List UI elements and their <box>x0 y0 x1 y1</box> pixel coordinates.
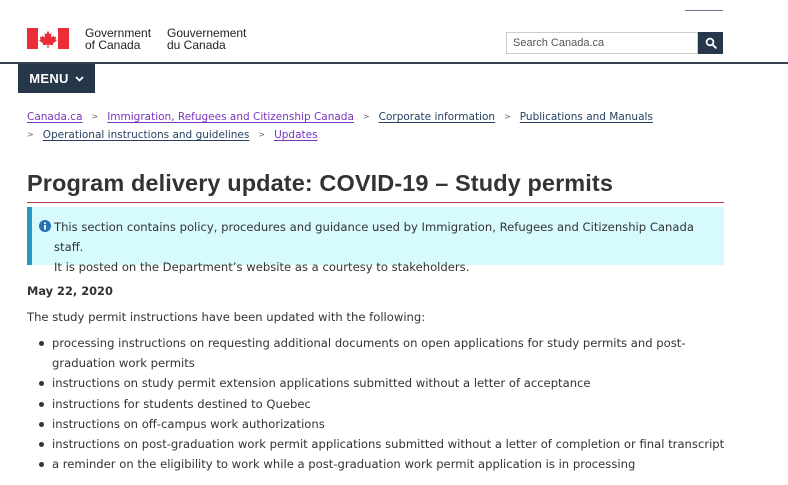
search-input[interactable] <box>506 32 698 54</box>
header-divider <box>0 62 788 64</box>
list-item-line1: processing instructions on requesting additional documents on open applications for study permits and post- <box>52 336 686 350</box>
bullet-icon <box>39 462 44 467</box>
breadcrumb-row-2 <box>27 126 727 144</box>
chevron-down-icon <box>75 76 84 82</box>
info-text-line2: It is posted on the Department’s website as a courtesy to stakeholders. <box>54 260 470 274</box>
breadcrumb-separator-icon: > <box>91 112 99 121</box>
bullet-icon <box>39 442 44 447</box>
gouvernement-du-canada-wordmark[interactable] <box>167 27 246 51</box>
gov-fr-line1: Gouvernement <box>167 26 247 40</box>
list-item <box>27 414 737 434</box>
breadcrumb-separator-icon: > <box>258 130 266 139</box>
list-item <box>27 434 737 454</box>
search-button[interactable] <box>698 32 723 54</box>
menu-button[interactable] <box>18 64 95 93</box>
search-icon <box>705 37 717 49</box>
breadcrumb-updates[interactable]: Updates <box>274 129 318 141</box>
updates-list <box>27 333 737 474</box>
language-toggle-link[interactable] <box>685 10 723 21</box>
breadcrumb-separator-icon: > <box>504 112 511 121</box>
breadcrumb-row-1 <box>27 108 727 126</box>
gov-fr-line2: du Canada <box>167 38 226 52</box>
breadcrumb-publications-manuals[interactable]: Publications and Manuals <box>519 111 653 123</box>
gov-en-line1: Government <box>85 26 152 40</box>
bullet-icon <box>39 422 44 427</box>
intro-text: The study permit instructions have been updated with the following: <box>27 310 426 324</box>
title-underline <box>27 202 724 203</box>
update-date: May 22, 2020 <box>27 284 113 298</box>
list-item <box>27 454 737 474</box>
list-item-line1: instructions on study permit extension applications submitted without a letter of acceptance <box>52 376 591 391</box>
breadcrumb <box>27 108 727 144</box>
government-of-canada-wordmark[interactable] <box>85 27 151 51</box>
bullet-icon <box>39 381 44 386</box>
list-item-line1: a reminder on the eligibility to work while a post-graduation work permit application is in processing <box>52 457 636 472</box>
page-title: Program delivery update: COVID-19 – Study permits <box>27 170 614 196</box>
info-alert <box>27 207 724 274</box>
search-form <box>506 32 723 54</box>
breadcrumb-corporate-information[interactable]: Corporate information <box>378 111 496 123</box>
breadcrumb-separator-icon: > <box>27 130 34 139</box>
list-item-line1: instructions on off-campus work authorizations <box>52 416 325 431</box>
list-item <box>27 394 737 414</box>
list-item-line2: graduation work permits <box>52 356 195 371</box>
list-item <box>27 333 737 373</box>
breadcrumb-ircc[interactable]: Immigration, Refugees and Citizenship Canada <box>107 111 354 123</box>
breadcrumb-separator-icon: > <box>362 112 370 121</box>
menu-label: MENU <box>29 71 69 86</box>
canada-flag-icon <box>27 28 69 49</box>
list-item-line1: instructions for students destined to Quebec <box>52 396 311 411</box>
bullet-icon <box>39 402 44 407</box>
breadcrumb-operational-instructions[interactable]: Operational instructions and guidelines <box>42 129 250 141</box>
gov-en-line2: of Canada <box>85 38 141 52</box>
list-item <box>27 373 737 393</box>
info-text-line1: This section contains policy, procedures and guidance used by Immigration, Refugees and Citizenship Canada staff. <box>54 220 694 254</box>
list-item-line1: instructions on post-graduation work permit applications submitted without a letter of completion or final transcript <box>52 437 725 452</box>
breadcrumb-canada-ca[interactable]: Canada.ca <box>27 111 83 123</box>
bullet-icon <box>39 341 44 346</box>
info-icon <box>39 220 51 232</box>
